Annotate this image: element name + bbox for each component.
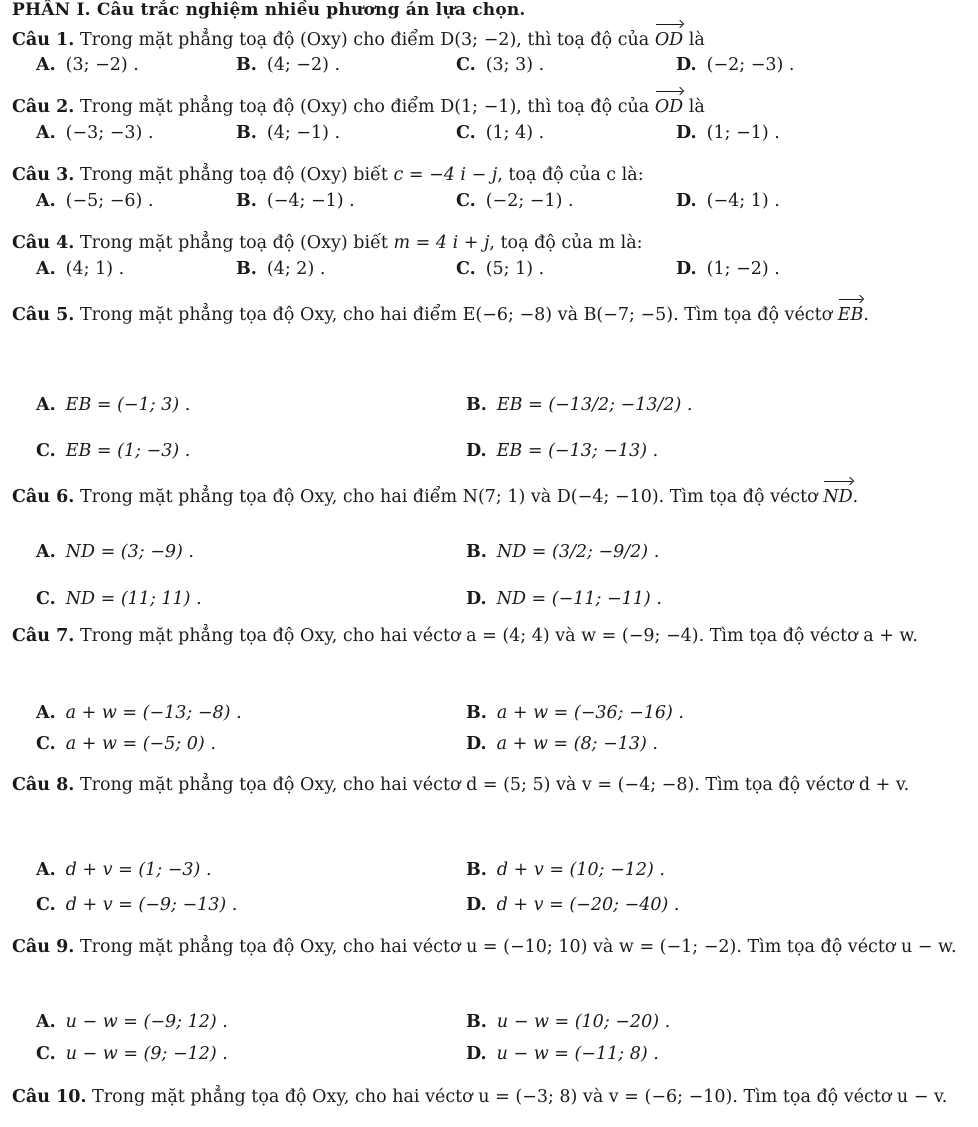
options-row	[36, 589, 956, 617]
option-c[interactable]: C. (3; 3) .	[456, 55, 545, 75]
options-row	[36, 542, 956, 570]
question-9: Câu 9. Trong mặt phẳng tọa độ Oxy, cho hai véctơ u = (−10; 10) và w = (−1; −2). Tìm tọa độ véctơ u − w.	[12, 937, 957, 957]
option-a[interactable]: A. (−5; −6) .	[36, 191, 154, 211]
vector-symbol: EB	[838, 302, 864, 328]
option-b[interactable]: B. EB = (−13/2; −13/2) .	[466, 395, 693, 415]
option-a[interactable]: A. u − w = (−9; 12) .	[36, 1012, 228, 1032]
question-5: Câu 5. Trong mặt phẳng tọa độ Oxy, cho hai điểm E(−6; −8) và B(−7; −5). Tìm tọa độ véctơ EB.	[12, 302, 962, 328]
options-row	[36, 1044, 956, 1072]
option-d[interactable]: D. u − w = (−11; 8) .	[466, 1044, 659, 1064]
option-b[interactable]: B. ND = (3/2; −9/2) .	[466, 542, 660, 562]
question-3: Câu 3. Trong mặt phẳng toạ độ (Oxy) biết c = −4 i − j, toạ độ của c là:	[12, 165, 644, 185]
option-b[interactable]: B. d + v = (10; −12) .	[466, 860, 665, 880]
option-c[interactable]: C. (−2; −1) .	[456, 191, 574, 211]
question-text: Trong mặt phẳng toạ độ (Oxy) cho điểm D(3; −2), thì toạ độ của	[79, 30, 650, 50]
option-b[interactable]: B. (4; −2) .	[236, 55, 341, 75]
option-d[interactable]: D. (1; −2) .	[676, 259, 780, 279]
option-b[interactable]: B. (4; −1) .	[236, 123, 341, 143]
option-d[interactable]: D. (−4; 1) .	[676, 191, 780, 211]
formula: c = −4 i − j	[393, 165, 498, 185]
option-d[interactable]: D. ND = (−11; −11) .	[466, 589, 662, 609]
part-title: PHẦN I. Câu trắc nghiệm nhiều phương án lựa chọn.	[12, 0, 526, 20]
option-a[interactable]: A. EB = (−1; 3) .	[36, 395, 191, 415]
options-row	[36, 259, 956, 285]
question-7: Câu 7. Trong mặt phẳng tọa độ Oxy, cho hai véctơ a = (4; 4) và w = (−9; −4). Tìm tọa độ véctơ a + w.	[12, 626, 918, 646]
question-label: Câu 1.	[12, 30, 75, 50]
option-a[interactable]: A. a + w = (−13; −8) .	[36, 703, 242, 723]
vector-symbol: OD	[655, 27, 683, 53]
question-2: Câu 2. Trong mặt phẳng toạ độ (Oxy) cho điểm D(1; −1), thì toạ độ của OD là	[12, 94, 962, 120]
option-c[interactable]: C. (1; 4) .	[456, 123, 545, 143]
option-d[interactable]: D. (1; −1) .	[676, 123, 780, 143]
options-row	[36, 123, 956, 149]
option-a[interactable]: A. (−3; −3) .	[36, 123, 154, 143]
option-b[interactable]: B. (−4; −1) .	[236, 191, 355, 211]
option-a[interactable]: A. (3; −2) .	[36, 55, 139, 75]
options-row	[36, 395, 956, 423]
question-6: Câu 6. Trong mặt phẳng tọa độ Oxy, cho hai điểm N(7; 1) và D(−4; −10). Tìm tọa độ véctơ ND.	[12, 484, 962, 510]
option-a[interactable]: A. (4; 1) .	[36, 259, 125, 279]
option-b[interactable]: B. (4; 2) .	[236, 259, 326, 279]
options-row	[36, 703, 956, 731]
options-row	[36, 441, 956, 469]
option-c[interactable]: C. (5; 1) .	[456, 259, 545, 279]
option-d[interactable]: D. d + v = (−20; −40) .	[466, 895, 680, 915]
option-c[interactable]: C. ND = (11; 11) .	[36, 589, 202, 609]
option-c[interactable]: C. u − w = (9; −12) .	[36, 1044, 228, 1064]
question-tail: là	[688, 30, 705, 50]
options-row	[36, 895, 956, 923]
vector-symbol: OD	[655, 94, 683, 120]
vector-symbol: ND	[823, 484, 852, 510]
options-row	[36, 860, 956, 888]
option-c[interactable]: C. a + w = (−5; 0) .	[36, 734, 216, 754]
formula: m = 4 i + j	[393, 233, 490, 253]
question-10: Câu 10. Trong mặt phẳng tọa độ Oxy, cho hai véctơ u = (−3; 8) và v = (−6; −10). Tìm tọa độ véctơ u − v.	[12, 1087, 948, 1107]
question-8: Câu 8. Trong mặt phẳng tọa độ Oxy, cho hai véctơ d = (5; 5) và v = (−4; −8). Tìm tọa độ véctơ d + v.	[12, 775, 910, 795]
options-row	[36, 1012, 956, 1040]
option-d[interactable]: D. (−2; −3) .	[676, 55, 795, 75]
question-4: Câu 4. Trong mặt phẳng toạ độ (Oxy) biết m = 4 i + j, toạ độ của m là:	[12, 233, 643, 253]
option-d[interactable]: D. a + w = (8; −13) .	[466, 734, 658, 754]
option-b[interactable]: B. a + w = (−36; −16) .	[466, 703, 684, 723]
option-c[interactable]: C. EB = (1; −3) .	[36, 441, 191, 461]
option-d[interactable]: D. EB = (−13; −13) .	[466, 441, 659, 461]
options-row	[36, 55, 956, 81]
option-a[interactable]: A. d + v = (1; −3) .	[36, 860, 212, 880]
options-row	[36, 191, 956, 217]
options-row	[36, 734, 956, 762]
option-c[interactable]: C. d + v = (−9; −13) .	[36, 895, 238, 915]
option-a[interactable]: A. ND = (3; −9) .	[36, 542, 194, 562]
question-1	[12, 27, 962, 53]
option-b[interactable]: B. u − w = (10; −20) .	[466, 1012, 671, 1032]
